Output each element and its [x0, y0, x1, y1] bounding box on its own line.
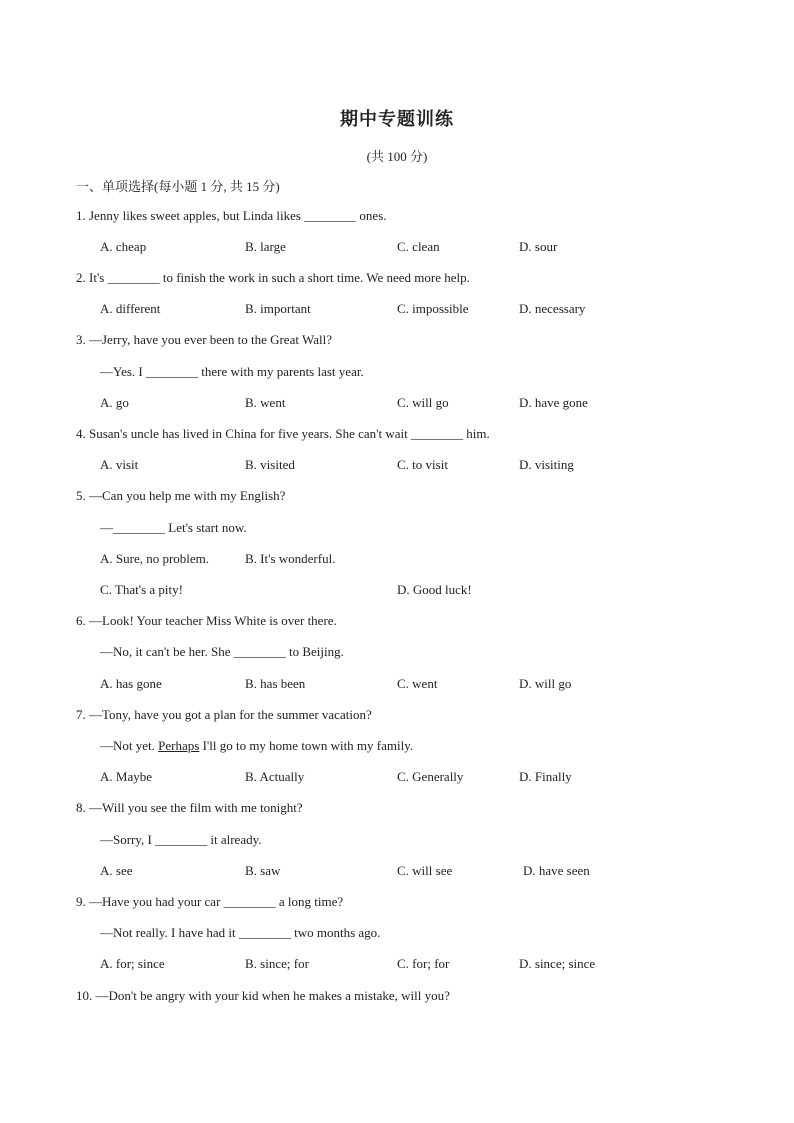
question-9-stem: 9. —Have you had your car ________ a long time?: [76, 894, 344, 909]
question-8-reply: —Sorry, I ________ it already.: [100, 832, 262, 847]
question-3-option-c: C. will go: [397, 395, 449, 410]
question-5-reply: —________ Let's start now.: [100, 520, 247, 535]
question-7-reply-prefix: —Not yet.: [100, 738, 159, 753]
question-8-option-c: C. will see: [397, 863, 453, 878]
question-3-reply: —Yes. I ________ there with my parents last year.: [100, 364, 364, 379]
question-4-option-d: D. visiting: [519, 457, 574, 472]
question-1-option-a: A. cheap: [100, 239, 147, 254]
section-heading: 一、单项选择(每小题 1 分, 共 15 分): [76, 179, 280, 194]
question-4-option-a: A. visit: [100, 457, 139, 472]
question-7-option-c: C. Generally: [397, 769, 464, 784]
question-6-option-d: D. will go: [519, 676, 572, 691]
question-7-option-a: A. Maybe: [100, 769, 152, 784]
question-9-option-d: D. since; since: [519, 956, 596, 971]
question-7-reply: [100, 738, 413, 754]
question-3-option-a: A. go: [100, 395, 129, 410]
question-5-option-d: D. Good luck!: [397, 582, 472, 597]
question-9-option-c: C. for; for: [397, 956, 450, 971]
question-8-option-d: D. have seen: [523, 863, 590, 878]
question-4-option-c: C. to visit: [397, 457, 448, 472]
question-3-stem: 3. —Jerry, have you ever been to the Great Wall?: [76, 332, 332, 347]
question-4-option-b: B. visited: [245, 457, 295, 472]
question-7-reply-suffix: I'll go to my home town with my family.: [199, 738, 414, 753]
question-3-option-b: B. went: [245, 395, 286, 410]
question-6-reply: —No, it can't be her. She ________ to Beijing.: [100, 644, 344, 659]
question-1-option-b: B. large: [245, 239, 286, 254]
question-7-option-d: D. Finally: [519, 769, 572, 784]
question-7-option-b: B. Actually: [245, 769, 305, 784]
question-2-stem: 2. It's ________ to finish the work in such a short time. We need more help.: [76, 270, 470, 285]
question-7-underlined-word: Perhaps: [158, 738, 200, 753]
question-3-option-d: D. have gone: [519, 395, 588, 410]
question-6-option-c: C. went: [397, 676, 438, 691]
question-6-option-b: B. has been: [245, 676, 306, 691]
question-5-option-b: B. It's wonderful.: [245, 551, 336, 566]
question-10-stem: 10. —Don't be angry with your kid when he makes a mistake, will you?: [76, 988, 450, 1003]
question-4-stem: 4. Susan's uncle has lived in China for five years. She can't wait ________ him.: [76, 426, 490, 441]
question-9-option-b: B. since; for: [245, 956, 309, 971]
question-1-stem: 1. Jenny likes sweet apples, but Linda likes ________ ones.: [76, 208, 387, 223]
question-1-option-d: D. sour: [519, 239, 558, 254]
question-9-option-a: A. for; since: [100, 956, 165, 971]
question-8-stem: 8. —Will you see the film with me tonight?: [76, 800, 303, 815]
question-5-stem: 5. —Can you help me with my English?: [76, 488, 286, 503]
question-5-option-c: C. That's a pity!: [100, 582, 183, 597]
question-8-option-b: B. saw: [245, 863, 281, 878]
question-2-option-a: A. different: [100, 301, 161, 316]
page-subtitle: (共 100 分): [366, 149, 428, 164]
page-title: 期中专题训练: [340, 109, 454, 130]
question-6-stem: 6. —Look! Your teacher Miss White is over there.: [76, 613, 337, 628]
question-2-option-d: D. necessary: [519, 301, 586, 316]
question-1-option-c: C. clean: [397, 239, 440, 254]
question-8-option-a: A. see: [100, 863, 133, 878]
question-5-option-a: A. Sure, no problem.: [100, 551, 210, 566]
question-6-option-a: A. has gone: [100, 676, 162, 691]
question-2-option-b: B. important: [245, 301, 311, 316]
question-2-option-c: C. impossible: [397, 301, 469, 316]
question-7-stem: 7. —Tony, have you got a plan for the summer vacation?: [76, 707, 372, 722]
question-9-reply: —Not really. I have had it ________ two months ago.: [100, 925, 381, 940]
